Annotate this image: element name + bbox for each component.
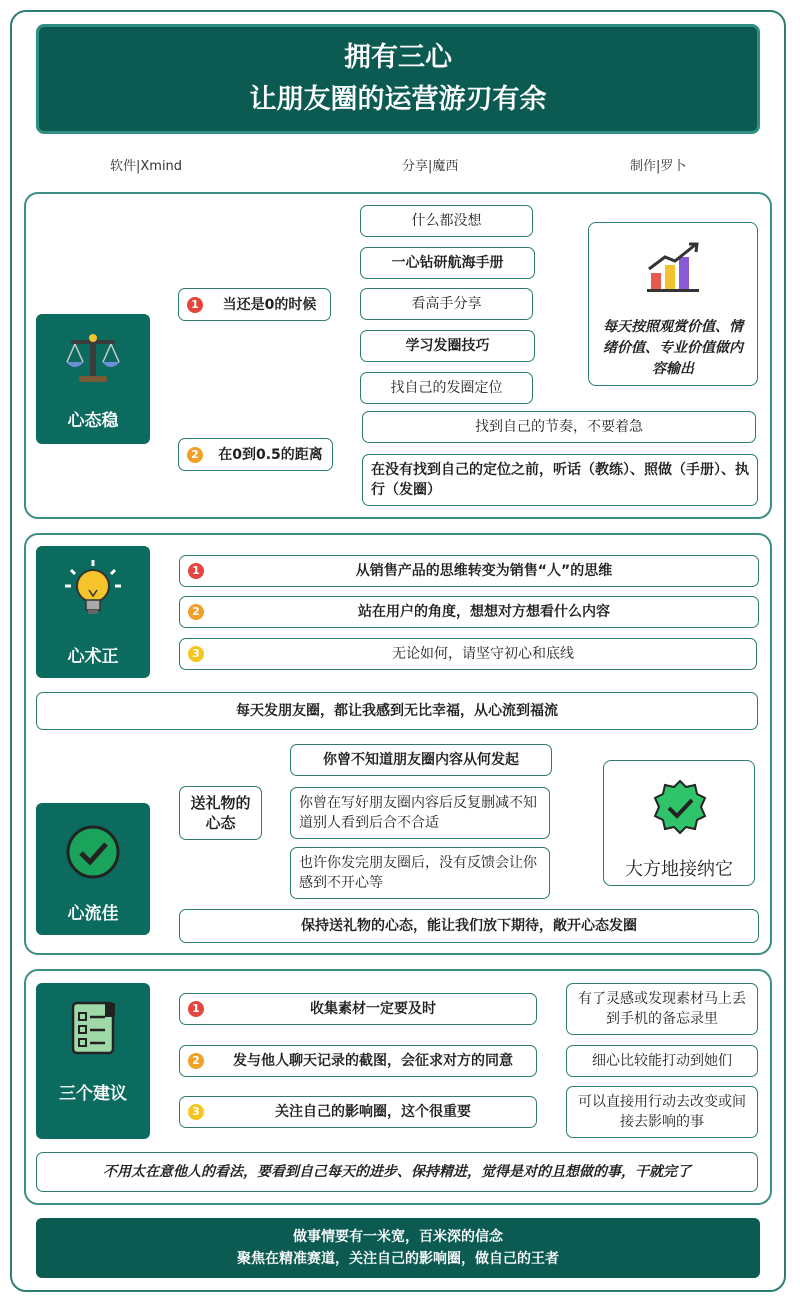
- category-label: 心态稳: [67, 411, 119, 431]
- list-item: 看高手分享: [360, 288, 533, 320]
- credit-software: 软件|Xmind: [110, 159, 183, 174]
- check-circle-icon: [64, 823, 122, 881]
- category-flow-mind: [36, 803, 150, 935]
- lightbulb-icon: [61, 558, 125, 622]
- list-item: 学习发圈技巧: [360, 330, 535, 362]
- branch-label: 在0到0.5的距离: [218, 446, 323, 463]
- point-text: 无论如何，请坚守初心和底线: [392, 646, 574, 662]
- tip-text: 发与他人聊天记录的截图，会征求对方的同意: [233, 1053, 513, 1069]
- category-label: 心流佳: [67, 904, 119, 924]
- list-item: [179, 1096, 537, 1128]
- footer-banner: [36, 1218, 760, 1278]
- tip-note: 可以直接用行动去改变或间接去影响的事: [566, 1086, 758, 1138]
- category-three-tips: [36, 983, 150, 1139]
- branch-when-zero: [178, 288, 331, 321]
- verified-badge-icon: [652, 779, 708, 835]
- branch-zero-to-half: [178, 438, 333, 471]
- list-item: [179, 596, 759, 628]
- footer-line1: 做事情要有一米宽，百米深的信念: [293, 1229, 503, 1245]
- tip-note: 细心比较能打动到她们: [566, 1045, 758, 1077]
- badge-1: 1: [187, 297, 203, 313]
- point-text: 从销售产品的思维转变为销售“人”的思维: [355, 563, 613, 579]
- list-item: 什么都没想: [360, 205, 533, 237]
- badge-2: 2: [188, 604, 204, 620]
- closing-statement: 不用太在意他人的看法，要看到自己每天的进步、保持精进，觉得是对的且想做的事，干就完了: [36, 1152, 758, 1192]
- category-stable-mind: [36, 314, 150, 444]
- badge-2: 2: [188, 1053, 204, 1069]
- category-label: 三个建议: [59, 1084, 127, 1104]
- value-output-note: [588, 222, 758, 386]
- badge-3: 3: [188, 1104, 204, 1120]
- list-item: [179, 1045, 537, 1077]
- footer-line2: 聚焦在精准赛道，关注自己的影响圈，做自己的王者: [237, 1251, 559, 1267]
- flow-banner: 每天发朋友圈，都让我感到无比幸福，从心流到福流: [36, 692, 758, 730]
- list-item: 你曾不知道朋友圈内容从何发起: [290, 744, 552, 776]
- accept-note: [603, 760, 755, 886]
- branch-label: 当还是0的时候: [222, 296, 317, 313]
- list-item: 一心钻研航海手册: [360, 247, 535, 279]
- title-banner: [36, 24, 760, 134]
- tip-text: 关注自己的影响圈，这个很重要: [275, 1104, 471, 1120]
- badge-3: 3: [188, 646, 204, 662]
- growth-chart-icon: [645, 241, 703, 293]
- title-line2: 让朋友圈的运营游刃有余: [249, 84, 547, 115]
- title-line1: 拥有三心: [344, 42, 452, 73]
- list-item: 你曾在写好朋友圈内容后反复删减不知道别人看到后合不合适: [290, 787, 550, 839]
- checklist-icon: [65, 997, 121, 1057]
- list-item: 在没有找到自己的定位之前，听话（教练）、照做（手册）、执行（发圈）: [362, 454, 758, 506]
- accept-text: 大方地接纳它: [625, 859, 733, 880]
- credit-share: 分享|魔西: [402, 159, 459, 174]
- tip-note: 有了灵感或发现素材马上丢到手机的备忘录里: [566, 983, 758, 1035]
- list-item: 也许你发完朋友圈后，没有反馈会让你感到不开心等: [290, 847, 550, 899]
- tip-text: 收集素材一定要及时: [310, 1001, 436, 1017]
- list-item: 找自己的发圈定位: [360, 372, 533, 404]
- list-item: 找到自己的节奏，不要着急: [362, 411, 756, 443]
- category-right-mind: [36, 546, 150, 678]
- gift-mindset-node: 送礼物的心态: [179, 786, 262, 840]
- badge-1: 1: [188, 563, 204, 579]
- note-text: 每天按照观赏价值、情绪价值、专业价值做内容输出: [603, 319, 743, 377]
- list-item: [179, 555, 759, 587]
- list-item: [179, 993, 537, 1025]
- list-item: [179, 638, 757, 670]
- credit-maker: 制作|罗卜: [630, 159, 687, 174]
- category-label: 心术正: [67, 647, 119, 667]
- badge-2: 2: [187, 447, 203, 463]
- balance-scale-icon: [63, 328, 123, 388]
- badge-1: 1: [188, 1001, 204, 1017]
- gift-summary: 保持送礼物的心态，能让我们放下期待，敞开心态发圈: [179, 909, 759, 943]
- point-text: 站在用户的角度，想想对方想看什么内容: [358, 604, 610, 620]
